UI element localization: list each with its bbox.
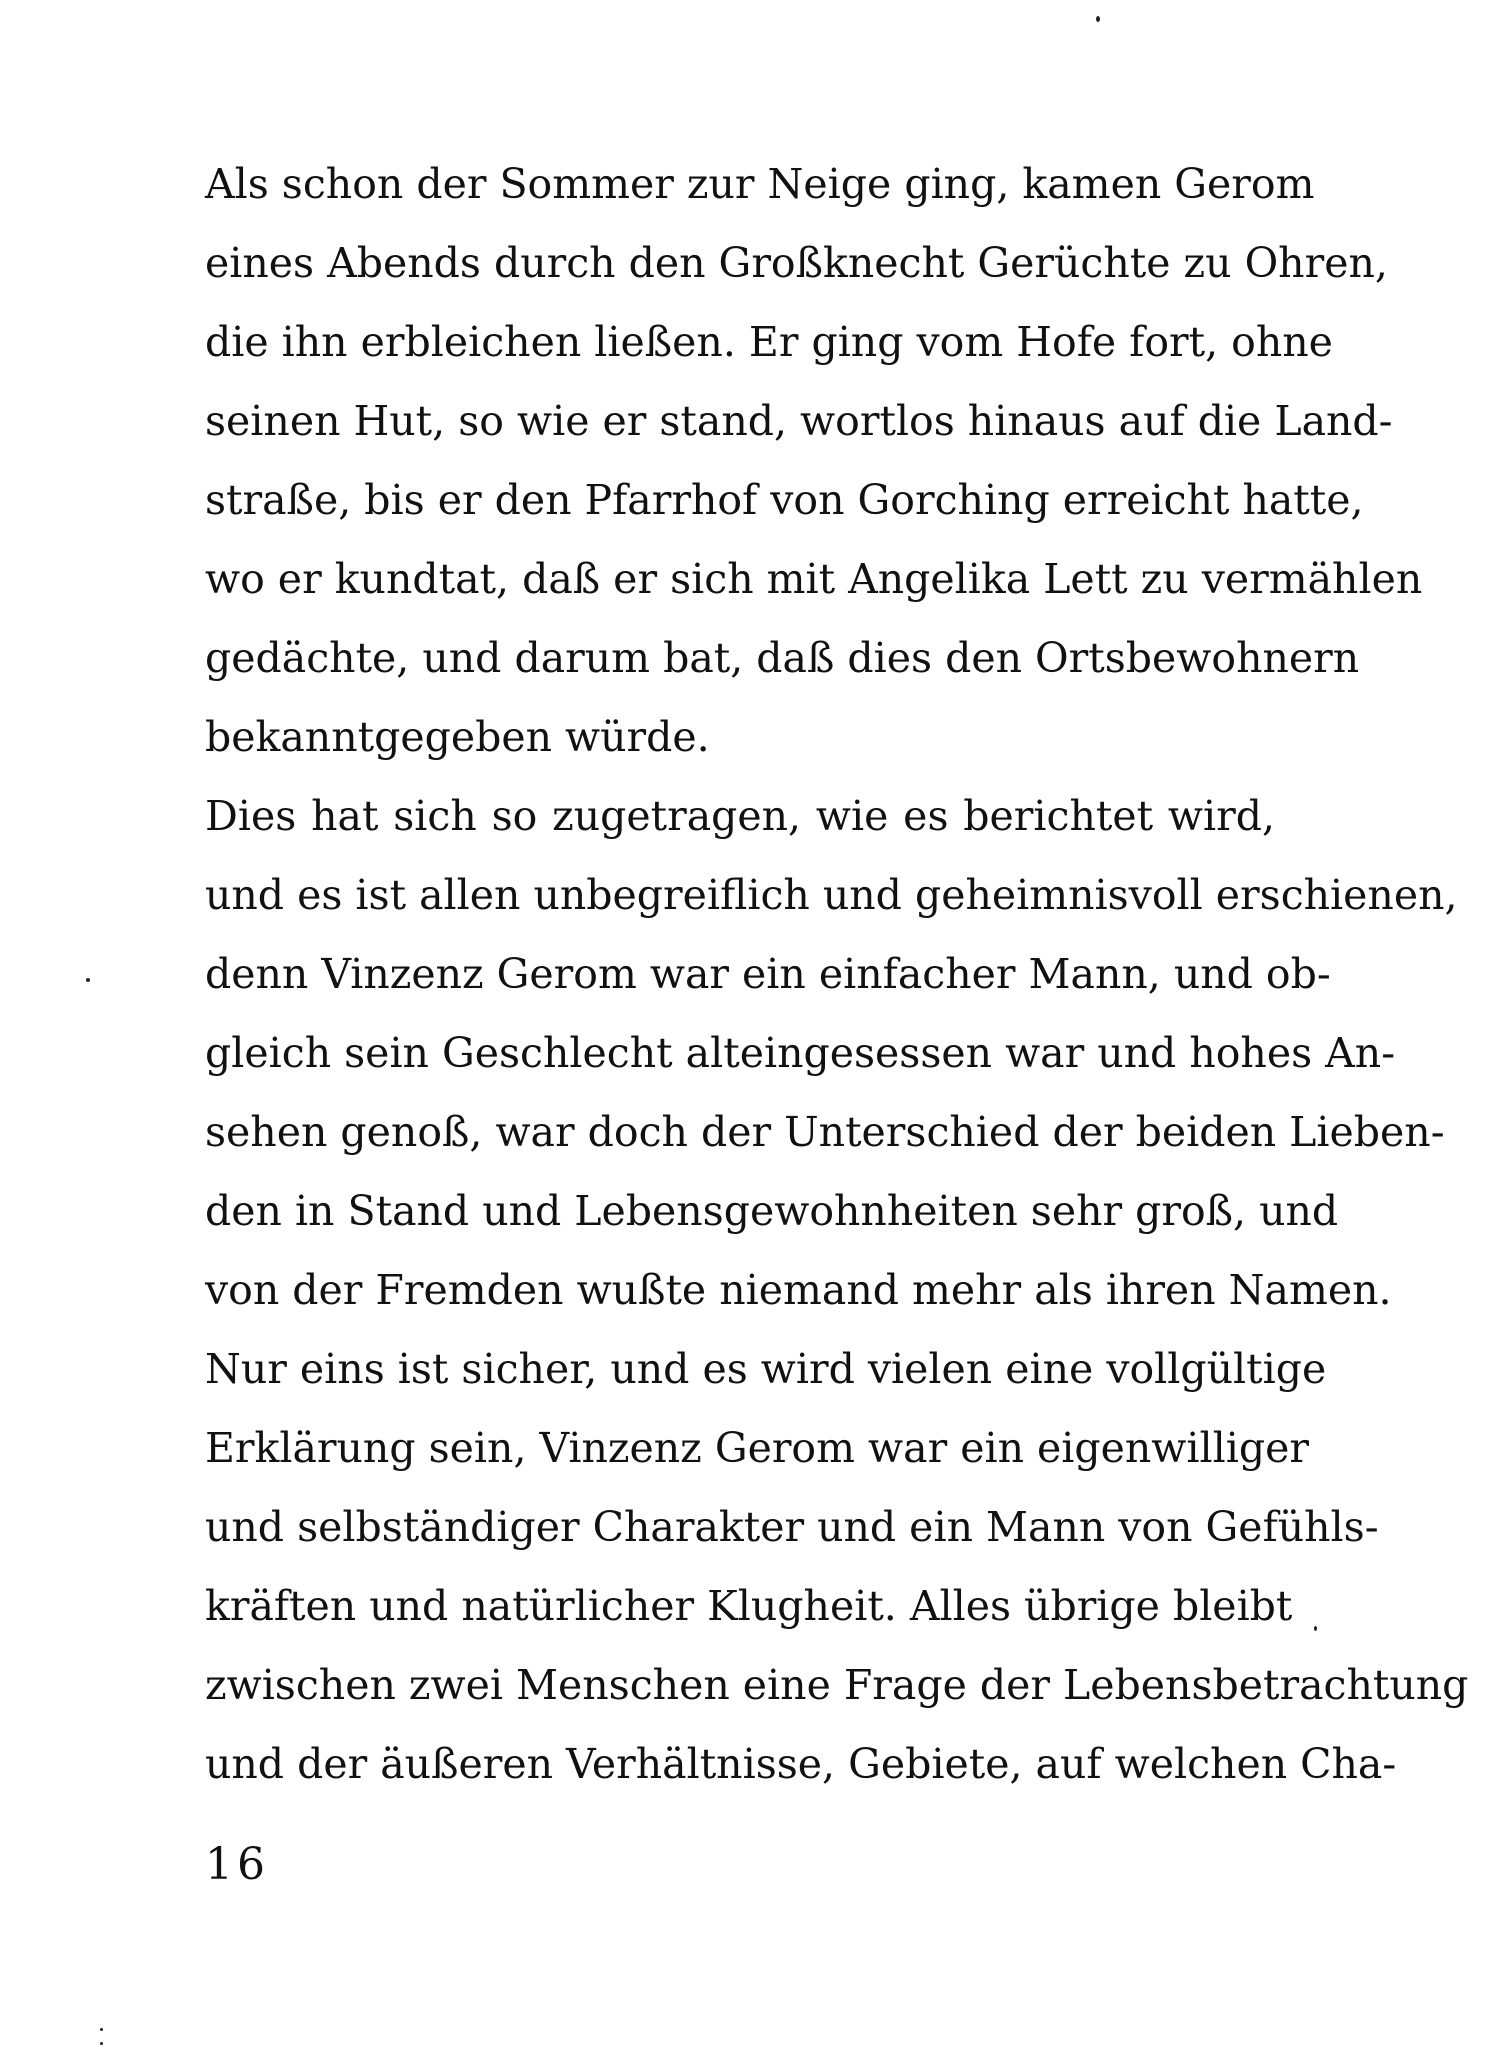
- page-number: 16: [205, 1839, 269, 1890]
- scan-speck: [1096, 16, 1100, 22]
- scan-speck: [86, 978, 90, 982]
- scan-speck: [1314, 1626, 1317, 1631]
- text-line: die ihn erbleichen ließen. Er ging vom Hofe fort, ohne: [205, 318, 1333, 366]
- text-line: gleich sein Geschlecht alteingesessen war und hohes An-: [205, 1029, 1396, 1077]
- text-line: bekanntgegeben würde.: [205, 713, 710, 761]
- text-line: den in Stand und Lebensgewohnheiten sehr groß, und: [205, 1187, 1339, 1235]
- text-line: und selbständiger Charakter und ein Mann von Gefühls-: [205, 1503, 1379, 1551]
- text-line: sehen genoß, war doch der Unterschied der beiden Lieben-: [205, 1108, 1445, 1156]
- text-line: seinen Hut, so wie er stand, wortlos hinaus auf die Land-: [205, 397, 1393, 445]
- text-line: zwischen zwei Menschen eine Frage der Lebensbetrachtung: [205, 1661, 1469, 1709]
- scan-speck: [100, 2042, 103, 2045]
- text-line: Nur eins ist sicher, und es wird vielen eine vollgültige: [205, 1345, 1327, 1393]
- text-line: eines Abends durch den Großknecht Gerüchte zu Ohren,: [205, 239, 1388, 287]
- paragraph-2: [205, 777, 1469, 1804]
- text-line: Erklärung sein, Vinzenz Gerom war ein eigenwilliger: [205, 1424, 1309, 1472]
- body-text: [205, 145, 1469, 1804]
- text-line: Dies hat sich so zugetragen, wie es berichtet wird,: [205, 792, 1275, 840]
- text-line: straße, bis er den Pfarrhof von Gorching erreicht hatte,: [205, 476, 1364, 524]
- text-line: und der äußeren Verhältnisse, Gebiete, auf welchen Cha-: [205, 1740, 1397, 1788]
- scan-speck: [100, 2028, 103, 2031]
- text-line: von der Fremden wußte niemand mehr als ihren Namen.: [205, 1266, 1392, 1314]
- text-line: gedächte, und darum bat, daß dies den Ortsbewohnern: [205, 634, 1360, 682]
- text-line: denn Vinzenz Gerom war ein einfacher Mann, und ob-: [205, 950, 1331, 998]
- paragraph-1: [205, 145, 1423, 777]
- text-line: Als schon der Sommer zur Neige ging, kamen Gerom: [205, 160, 1315, 208]
- text-line: wo er kundtat, daß er sich mit Angelika Lett zu vermählen: [205, 555, 1423, 603]
- text-line: und es ist allen unbegreiflich und geheimnisvoll erschienen,: [205, 871, 1458, 919]
- text-line: kräften und natürlicher Klugheit. Alles übrige bleibt: [205, 1582, 1293, 1630]
